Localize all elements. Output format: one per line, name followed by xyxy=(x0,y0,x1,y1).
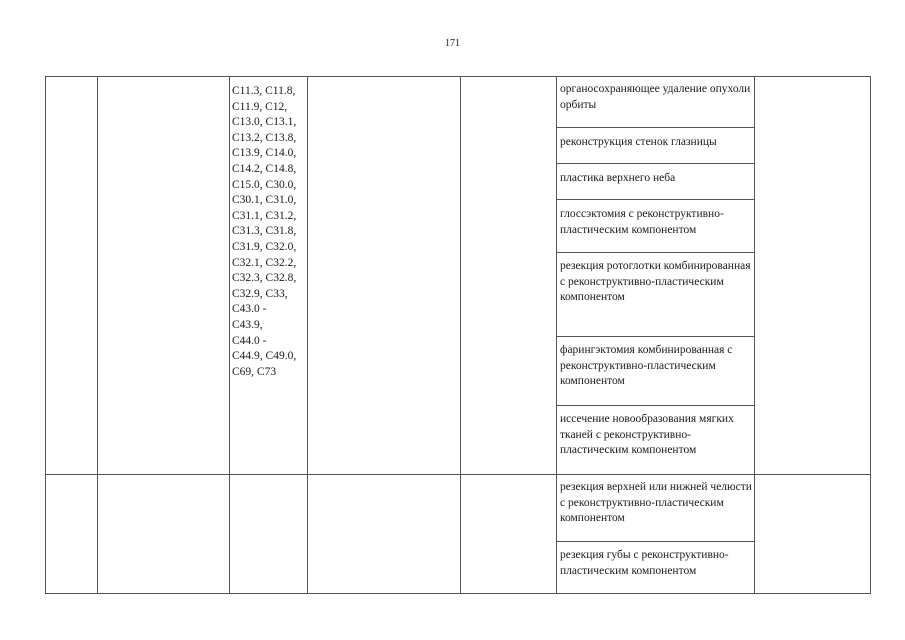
procedure-divider xyxy=(556,163,755,164)
procedure-divider xyxy=(556,127,755,128)
diagnosis-codes-cell: C11.3, C11.8, C11.9, C12, C13.0, C13.1, C13.2, C13.8, C13.9, C14.0, C14.2, C14.8, C15.0, C30.0, C30.1, C31.0, C31.1, C31.2, C31.3, C31.8, C31.9, C32.0, C32.1, C32.2, C32.3, C32.8, C32.9, C33, C43.0 - C43.9, C44.0 - C44.9, C49.0, C69, C73 xyxy=(232,85,297,378)
procedure-divider xyxy=(556,336,755,337)
row-divider xyxy=(45,474,871,475)
column-line xyxy=(870,76,871,594)
column-line xyxy=(754,76,755,594)
table-border-bottom xyxy=(45,593,871,594)
procedure-cell: резекция губы с реконструктивно-пластическим компонентом xyxy=(560,549,729,577)
procedure-cell: органосохраняющее удаление опухоли орбиты xyxy=(560,83,751,111)
page-number: 171 xyxy=(445,38,460,49)
procedure-cell: резекция ротоглотки комбинированная с реконструктивно-пластическим компонентом xyxy=(560,260,751,303)
column-line xyxy=(556,76,557,594)
procedure-cell: иссечение новообразования мягких тканей с реконструктивно-пластическим компонентом xyxy=(560,413,734,456)
column-line xyxy=(97,76,98,594)
procedure-divider xyxy=(556,199,755,200)
procedure-cell: реконструкция стенок глазницы xyxy=(560,136,717,148)
procedure-cell: пластика верхнего неба xyxy=(560,172,676,184)
table-border-top xyxy=(45,76,871,77)
procedure-cell: резекция верхней или нижней челюсти с реконструктивно-пластическим компонентом xyxy=(560,481,752,524)
procedure-cell: глоссэктомия с реконструктивно-пластическим компонентом xyxy=(560,208,724,236)
column-line xyxy=(45,76,46,594)
procedure-divider xyxy=(556,405,755,406)
procedure-divider xyxy=(556,252,755,253)
procedure-cell: фарингэктомия комбинированная с реконструктивно-пластическим компонентом xyxy=(560,344,733,387)
column-line xyxy=(229,76,230,594)
procedure-divider xyxy=(556,541,755,542)
column-line xyxy=(460,76,461,594)
